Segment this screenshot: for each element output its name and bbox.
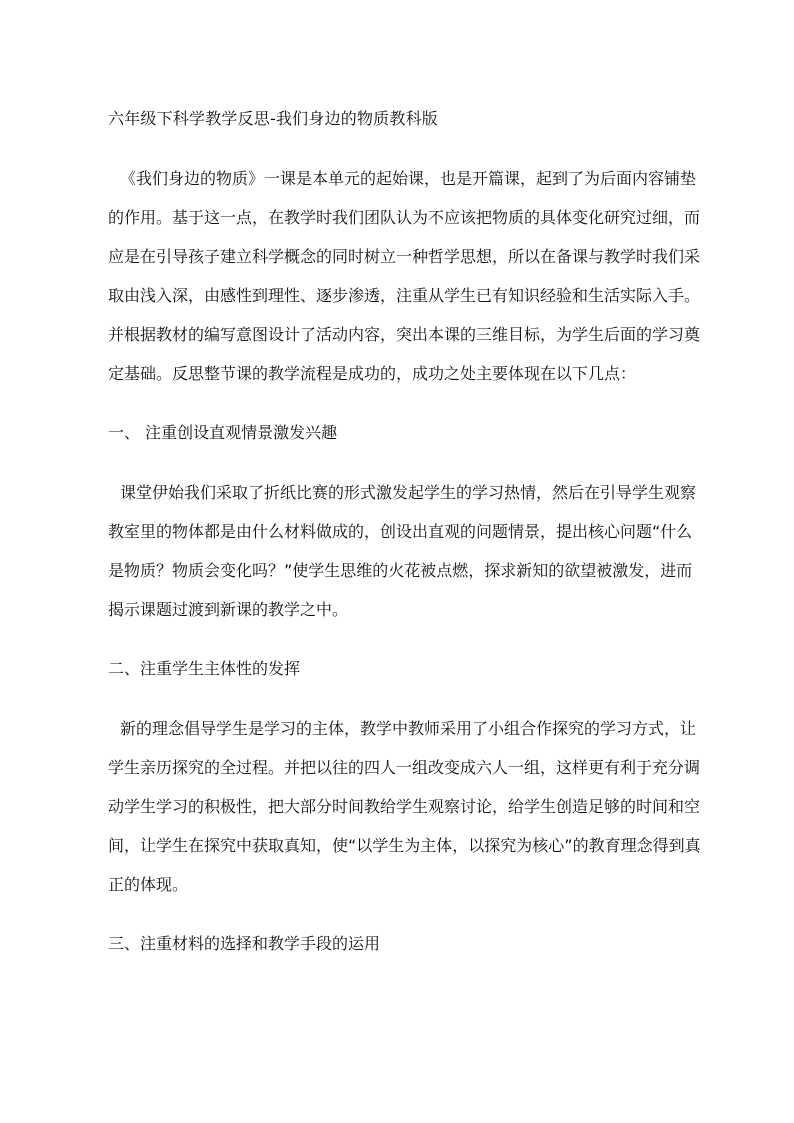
intro-paragraph: 《我们身边的物质》一课是本单元的起始课，也是开篇课，起到了为后面内容铺垫的作用。基于这一点，在教学时我们团队认为不应该把物质的具体变化研究过细，而应是在引导孩子建立科学概念的同时树立一种哲学思想，所以在备课与教学时我们采取由浅入深，由感性到理性、逐步渗透，注重从学生已有知识经验和生活实际入手。并根据教材的编写意图设计了活动内容，突出本课的三维目标，为学生后面的学习奠定基础。反思整节课的教学流程是成功的，成功之处主要体现在以下几点： (108, 169, 701, 383)
spacer (108, 138, 702, 159)
spacer (108, 452, 702, 473)
section-body-1: 课堂伊始我们采取了折纸比赛的形式激发起学生的学习热情，然后在引导学生观察教室里的物体都是由什么材料做成的，创设出直观的问题情景，提出核心问题“什么是物质？物质会变化吗？”使学生思维的火花被点燃，探求新知的欲望被激发，进而揭示课题过渡到新课的教学之中。 (108, 483, 697, 619)
document-title: 六年级下科学教学反思-我们身边的物质教科版 (108, 109, 438, 128)
section-heading-3: 三、注重材料的选择和教学手段的运用 (108, 934, 381, 953)
spacer (108, 393, 702, 414)
section-heading-1: 一、 注重创设直观情景激发兴趣 (108, 423, 338, 442)
section-body-2: 新的理念倡导学生是学习的主体，教学中教师采用了小组合作探究的学习方式，让学生亲历探究的全过程。并把以往的四人一组改变成六人一组，这样更有利于充分调动学生学习的积极性，把大部分时间教给学生观察讨论，给学生创造足够的时间和空间，让学生在探究中获取真知，使“以学生为主体，以探究为核心”的教育理念得到真正的体现。 (108, 719, 701, 894)
spacer (108, 629, 702, 650)
section-heading-2: 二、注重学生主体性的发挥 (108, 659, 301, 678)
spacer (108, 688, 702, 709)
document-content (108, 100, 702, 963)
spacer (108, 904, 702, 925)
